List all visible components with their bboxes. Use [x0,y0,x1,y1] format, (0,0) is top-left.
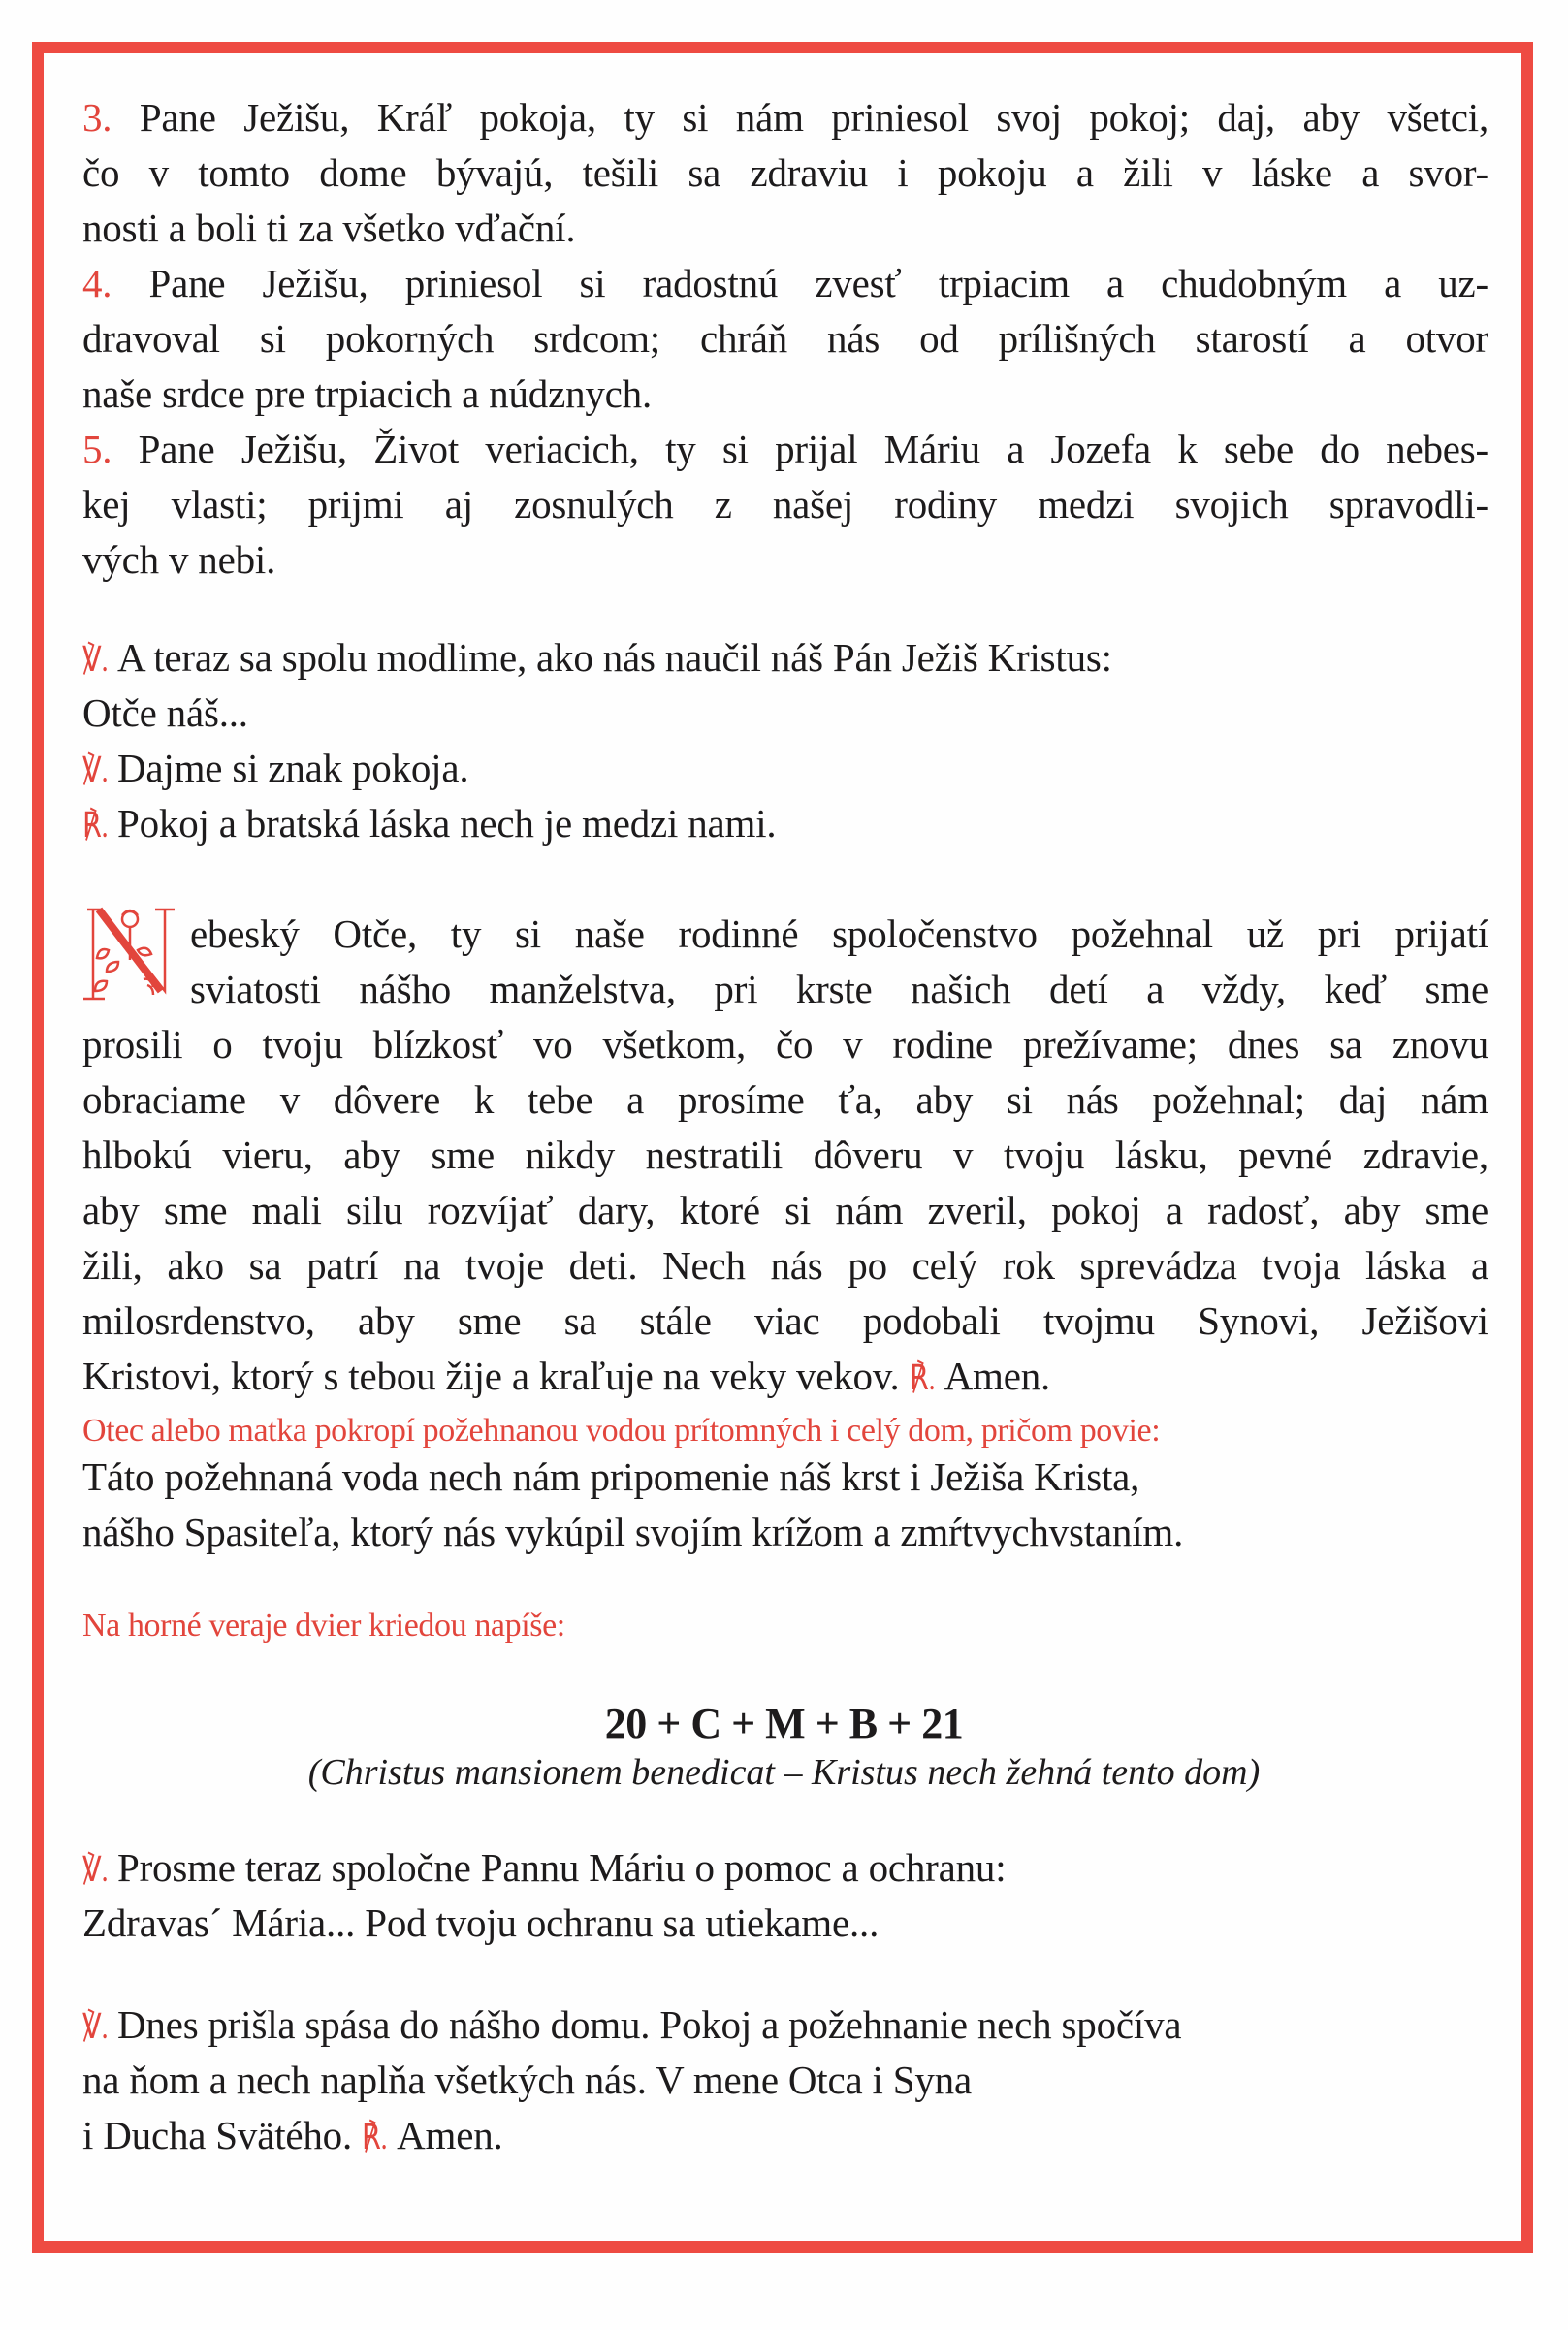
versicle-sign-of-peace: ℣. Dajme si znak pokoja. [82,743,468,795]
blessing-line-2: sviatosti nášho manželstva, pri krste našich detí a vždy, keď sme [190,967,1488,1011]
decorated-initial-n-icon [80,902,184,1005]
petition-number: 3. [82,95,112,140]
blessing-line-7: žili, ako sa patrí na tvoje deti. Nech nás po celý rok sprevádza tvoja láska a [82,1243,1488,1288]
petition-3-line-2: čo v tomto dome bývajú, tešili sa zdraviu i pokoju a žili v láske a svor- [82,150,1488,195]
blessing-line-8: milosrdenstvo, aby sme sa stále viac podobali tvojmu Synovi, Ježišovi [82,1298,1488,1343]
holy-water-line-2: nášho Spasiteľa, ktorý nás vykúpil svojím krížom a zmŕtvychvstaním. [82,1510,1184,1554]
holy-water-line-1: Táto požehnaná voda nech nám pripomenie náš krst i Ježiša Krista, [82,1454,1140,1499]
rubric-chalk-inscription: Na horné veraje dvier kriedou napíše: [82,1608,565,1644]
versicle-symbol: ℣. [82,2007,109,2046]
petition-4-line-3: naše srdce pre trpiacich a núdznych. [82,371,653,416]
petition-number: 4. [82,261,112,305]
petition-5-line-2: kej vlasti; prijmi aj zosnulých z našej rodiny medzi svojich spravodli- [82,482,1488,527]
petition-4-line-2: dravoval si pokorných srdcom; chráň nás od prílišných starostí a otvor [82,316,1488,361]
versicle-symbol: ℣. [82,640,109,679]
petition-4-line-1: 4. Pane Ježišu, priniesol si radostnú zvesť trpiacim a chudobným a uz- [82,261,1488,305]
chalk-formula: 20 + C + M + B + 21 [604,1700,964,1747]
blessing-line-1: ebeský Otče, ty si naše rodinné spoločenstvo požehnal už pri prijatí [190,911,1488,956]
response-sign-of-peace: ℟. Pokoj a bratská láska nech je medzi nami. [82,798,776,850]
petition-5-line-3: vých v nebi. [82,537,276,582]
petition-3-line-1: 3. Pane Ježišu, Kráľ pokoja, ty si nám priniesol svoj pokoj; daj, aby všetci, [82,95,1488,140]
blessing-line-4: obraciame v dôvere k tebe a prosíme ťa, aby si nás požehnal; daj nám [82,1077,1488,1122]
closing-line-2: na ňom a nech naplňa všetkých nás. V mene Otca i Syna [82,2058,972,2102]
petition-number: 5. [82,427,112,471]
response-symbol: ℟. [909,1358,936,1397]
petition-5-line-1: 5. Pane Ježišu, Život veriacich, ty si prijal Máriu a Jozefa k sebe do nebes- [82,427,1488,471]
lords-prayer-text: Otče náš... [82,690,248,735]
versicle-symbol: ℣. [82,1850,109,1889]
blessing-line-5: hlbokú vieru, aby sme nikdy nestratili dôveru v tvoju lásku, pevné zdravie, [82,1133,1488,1177]
rubric-holy-water: Otec alebo matka pokropí požehnanou vodou prítomných i celý dom, pričom povie: [82,1413,1161,1449]
petition-3-line-3: nosti a boli ti za všetko vďační. [82,206,576,250]
closing-line-3: i Ducha Svätého. ℟. Amen. [82,2110,503,2162]
blessing-line-3: prosili o tvoju blízkosť vo všetkom, čo v rodine prežívame; dnes sa znovu [82,1022,1488,1067]
closing-line-1: ℣. Dnes prišla spása do nášho domu. Pokoj a požehnanie nech spočíva [82,1999,1181,2052]
blessing-line-6: aby sme mali silu rozvíjať dary, ktoré si nám zveril, pokoj a radosť, aby sme [82,1188,1488,1232]
response-symbol: ℟. [362,2118,388,2156]
response-symbol: ℟. [82,806,109,845]
versicle-marian: ℣. Prosme teraz spoločne Pannu Máriu o pomoc a ochranu: [82,1842,1006,1895]
marian-prayer-text: Zdravas´ Mária... Pod tvoju ochranu sa utiekame... [82,1900,880,1945]
chalk-formula-meaning: (Christus mansionem benedicat – Kristus nech žehná tento dom) [307,1752,1261,1793]
blessing-line-9: Kristovi, ktorý s tebou žije a kraľuje na veky vekov. ℟. Amen. [82,1351,1050,1403]
versicle-lords-prayer: ℣. A teraz sa spolu modlime, ako nás naučil náš Pán Ježiš Kristus: [82,632,1112,685]
versicle-symbol: ℣. [82,750,109,789]
